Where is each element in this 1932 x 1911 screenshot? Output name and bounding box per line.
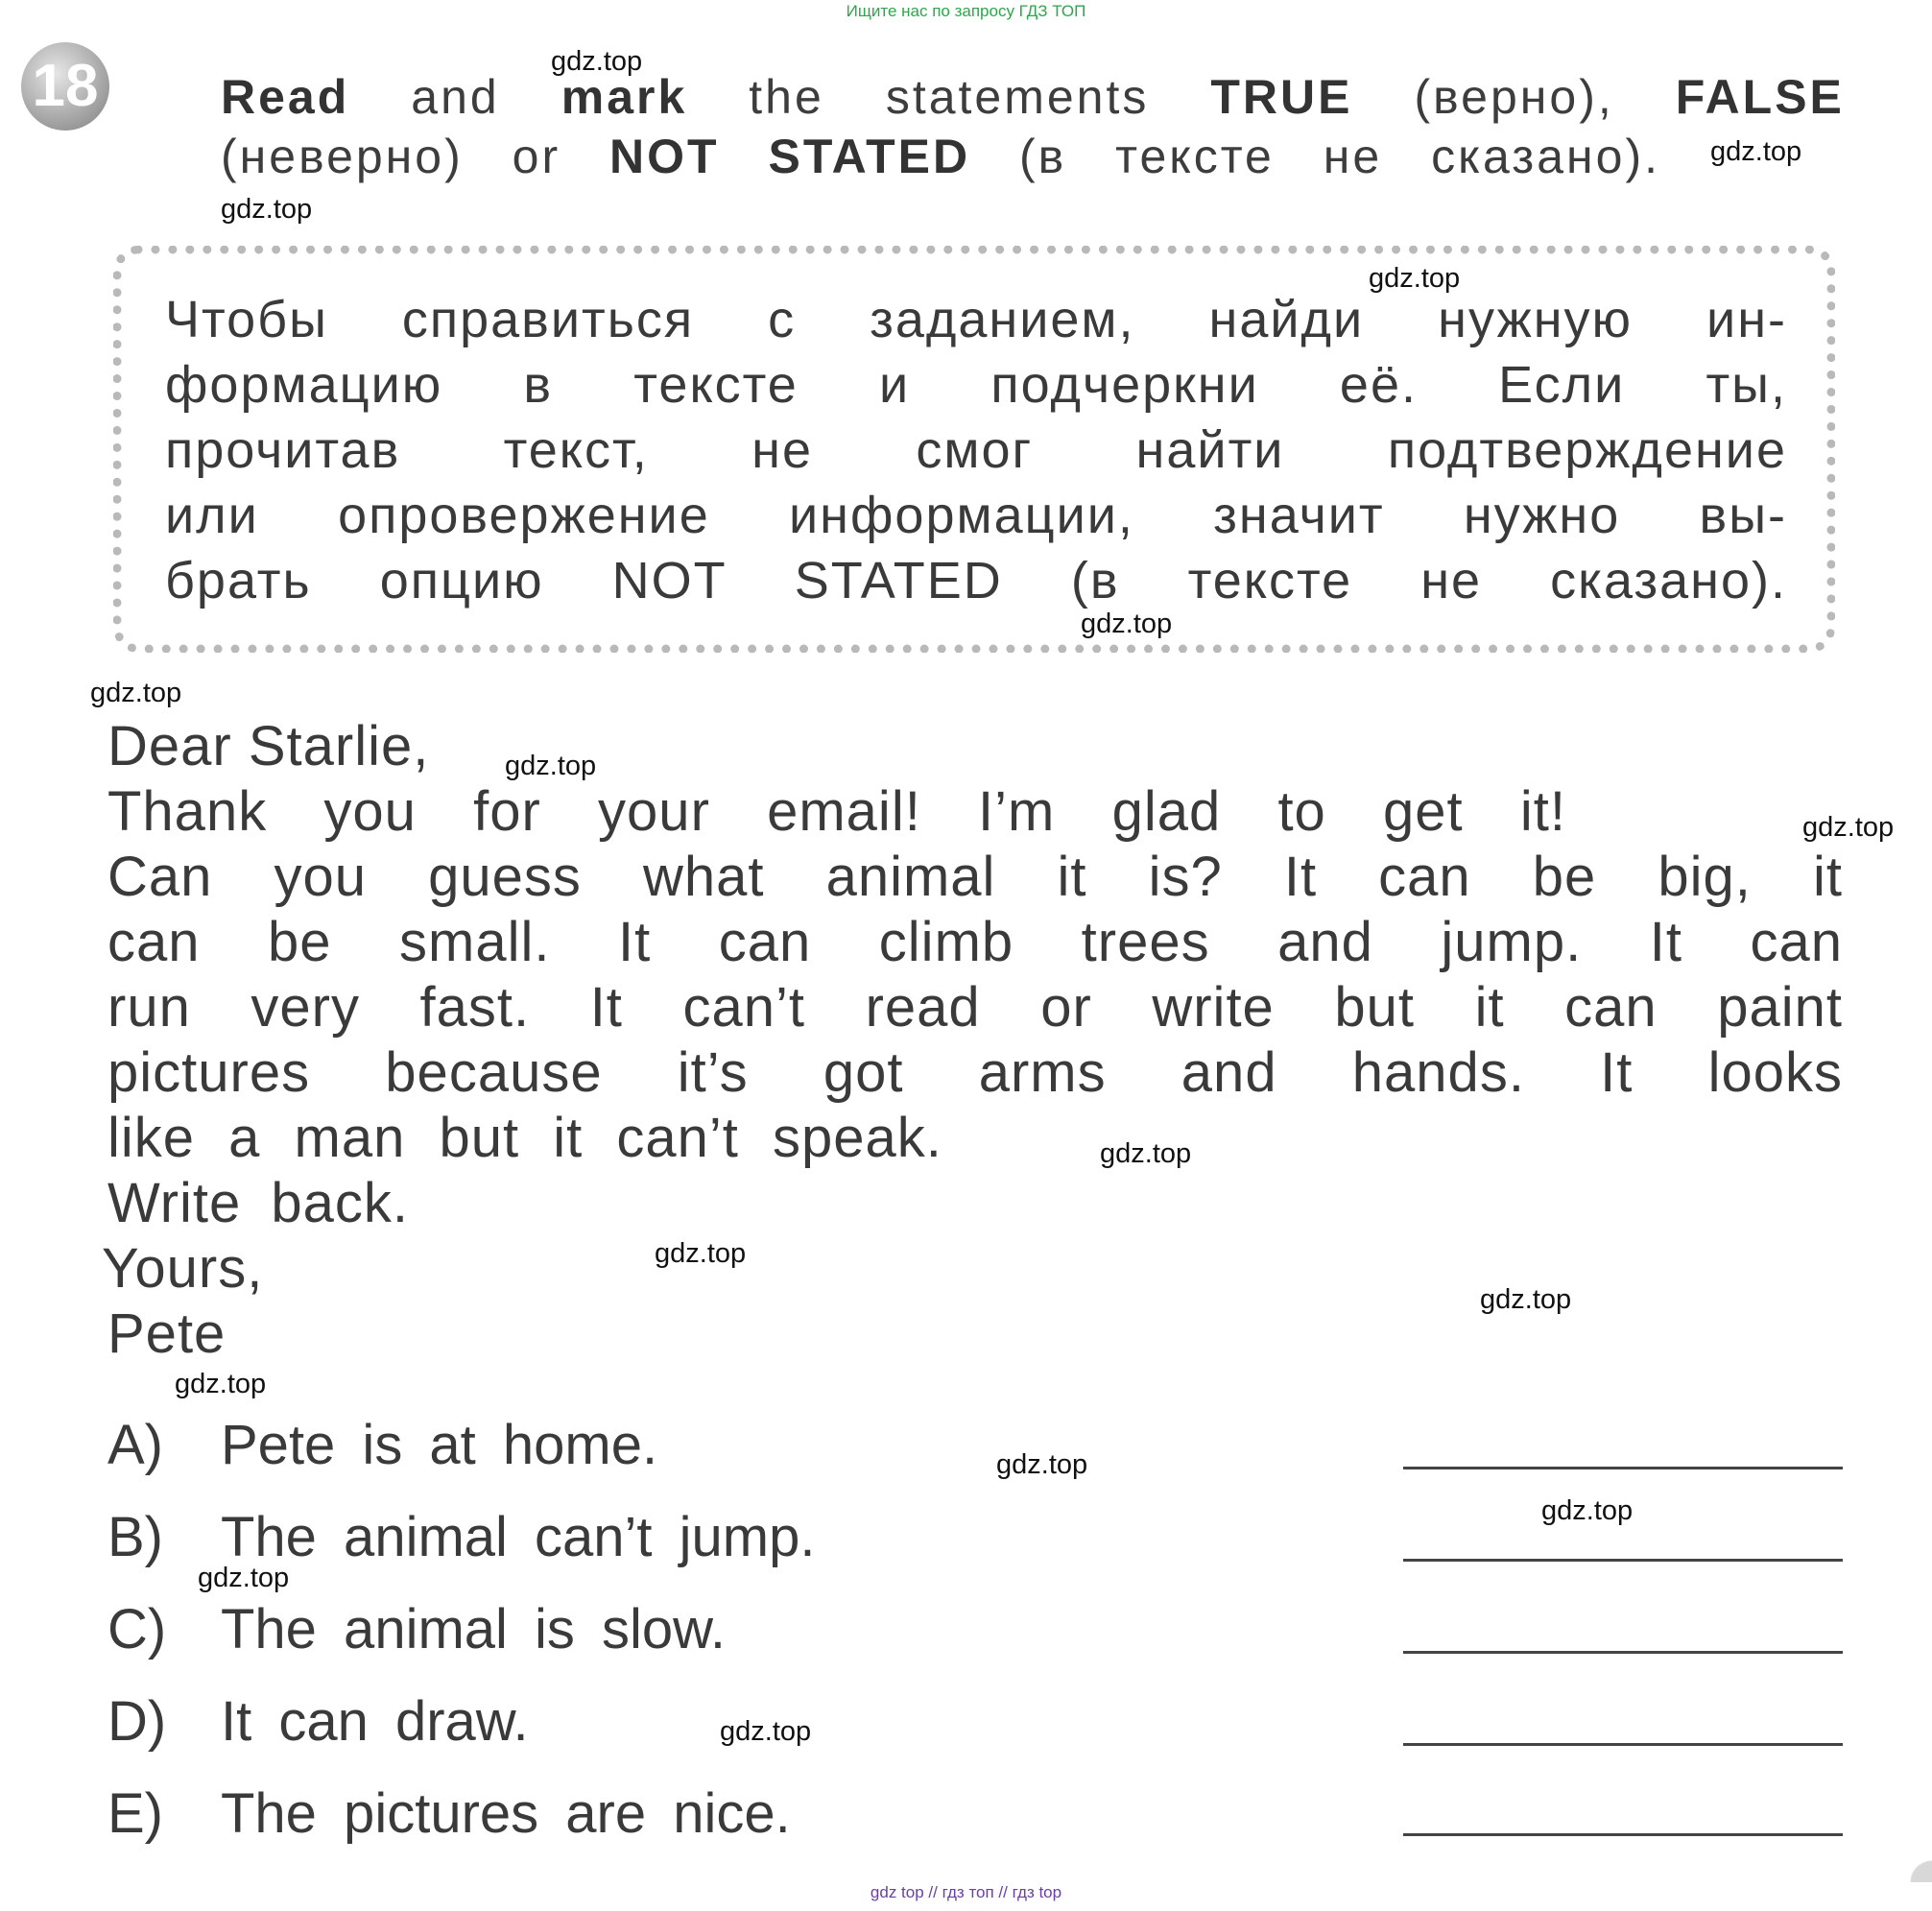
letter-signature: Pete	[107, 1302, 227, 1365]
instr-word: statements	[885, 70, 1150, 124]
instr-word: the	[749, 70, 824, 124]
tip-line: прочитав текст, не смог найти подтверждение	[165, 421, 1787, 479]
instr-word: NOT	[609, 130, 720, 183]
letter-body-line: run very fast. It can’t read or write but it can paint	[107, 976, 1843, 1039]
letter-closing: Write back.	[107, 1172, 410, 1234]
instr-word: TRUE	[1210, 70, 1353, 124]
answer-line-a[interactable]	[1403, 1467, 1843, 1469]
statement-text: Pete is at home.	[221, 1414, 658, 1476]
instruction-line-1	[221, 69, 1845, 125]
footer-text: gdz top // гдз топ // гдз top	[870, 1883, 1062, 1901]
watermark: gdz.top	[655, 1238, 747, 1269]
answer-line-d[interactable]	[1403, 1743, 1843, 1746]
watermark: gdz.top	[551, 46, 643, 77]
instr-word: не	[1323, 130, 1383, 183]
instr-word: (неверно)	[221, 130, 464, 183]
instr-word: (верно),	[1414, 70, 1614, 124]
letter-greeting: Dear Starlie,	[107, 715, 430, 777]
instr-word: and	[411, 70, 500, 124]
letter-last-line: like a man but it can’t speak.	[107, 1107, 942, 1169]
letter-closing: Yours,	[102, 1237, 264, 1300]
tip-line: или опровержение информации, значит нужно вы-	[165, 487, 1787, 544]
instr-word: Read	[221, 70, 350, 124]
answer-line-e[interactable]	[1403, 1833, 1843, 1836]
watermark: gdz.top	[720, 1716, 812, 1747]
statement-text: The pictures are nice.	[221, 1782, 791, 1845]
top-banner: Ищите нас по запросу ГДЗ ТОП	[846, 2, 1086, 20]
watermark: gdz.top	[505, 751, 597, 781]
instr-word: or	[512, 130, 561, 183]
letter-body-line: can be small. It can climb trees and jump. It can	[107, 911, 1843, 973]
statement-text: The animal is slow.	[221, 1598, 726, 1660]
statement-text: It can draw.	[221, 1690, 529, 1753]
watermark: gdz.top	[1480, 1284, 1572, 1315]
statement-label: E)	[107, 1782, 163, 1845]
instruction-line-2	[221, 129, 1660, 184]
letter-line: Thank you for your email! I’m glad to get it!	[107, 780, 1566, 843]
statement-e	[107, 1781, 791, 1846]
letter-body-line: pictures because it’s got arms and hands. It looks	[107, 1041, 1843, 1104]
statement-a	[107, 1413, 657, 1477]
instr-word: mark	[561, 70, 688, 124]
statement-b	[107, 1505, 815, 1569]
watermark: gdz.top	[1541, 1495, 1634, 1526]
statement-label: A)	[107, 1414, 163, 1476]
watermark: gdz.top	[1100, 1138, 1192, 1169]
watermark: gdz.top	[221, 194, 313, 225]
instr-word: сказано).	[1431, 130, 1660, 183]
statement-d	[107, 1689, 529, 1754]
statement-label: B)	[107, 1506, 163, 1568]
answer-line-b[interactable]	[1403, 1559, 1843, 1562]
exercise-number-badge: 18	[21, 42, 109, 131]
tip-line: брать опцию NOT STATED (в тексте не сказано).	[165, 552, 1787, 609]
statement-label: D)	[107, 1690, 167, 1753]
statement-label: C)	[107, 1598, 167, 1660]
watermark: gdz.top	[1802, 812, 1895, 843]
watermark: gdz.top	[1369, 263, 1461, 294]
watermark: gdz.top	[1081, 609, 1173, 639]
tip-line: формацию в тексте и подчеркни её. Если ты,	[165, 356, 1787, 414]
instr-word: (в	[1018, 130, 1067, 183]
watermark: gdz.top	[90, 678, 182, 708]
instr-word: FALSE	[1675, 70, 1845, 124]
letter-body-line: Can you guess what animal it is? It can be big, it	[107, 846, 1843, 908]
watermark: gdz.top	[1710, 136, 1802, 167]
answer-line-c[interactable]	[1403, 1651, 1843, 1654]
page-corner-decoration	[1874, 1844, 1932, 1882]
tip-line: Чтобы справиться с заданием, найди нужную ин-	[165, 291, 1787, 348]
statement-c	[107, 1597, 726, 1661]
instr-word: тексте	[1115, 130, 1275, 183]
watermark: gdz.top	[996, 1449, 1088, 1480]
watermark: gdz.top	[175, 1369, 267, 1399]
instr-word: STATED	[768, 130, 971, 183]
watermark: gdz.top	[198, 1563, 290, 1593]
statement-text: The animal can’t jump.	[221, 1506, 816, 1568]
